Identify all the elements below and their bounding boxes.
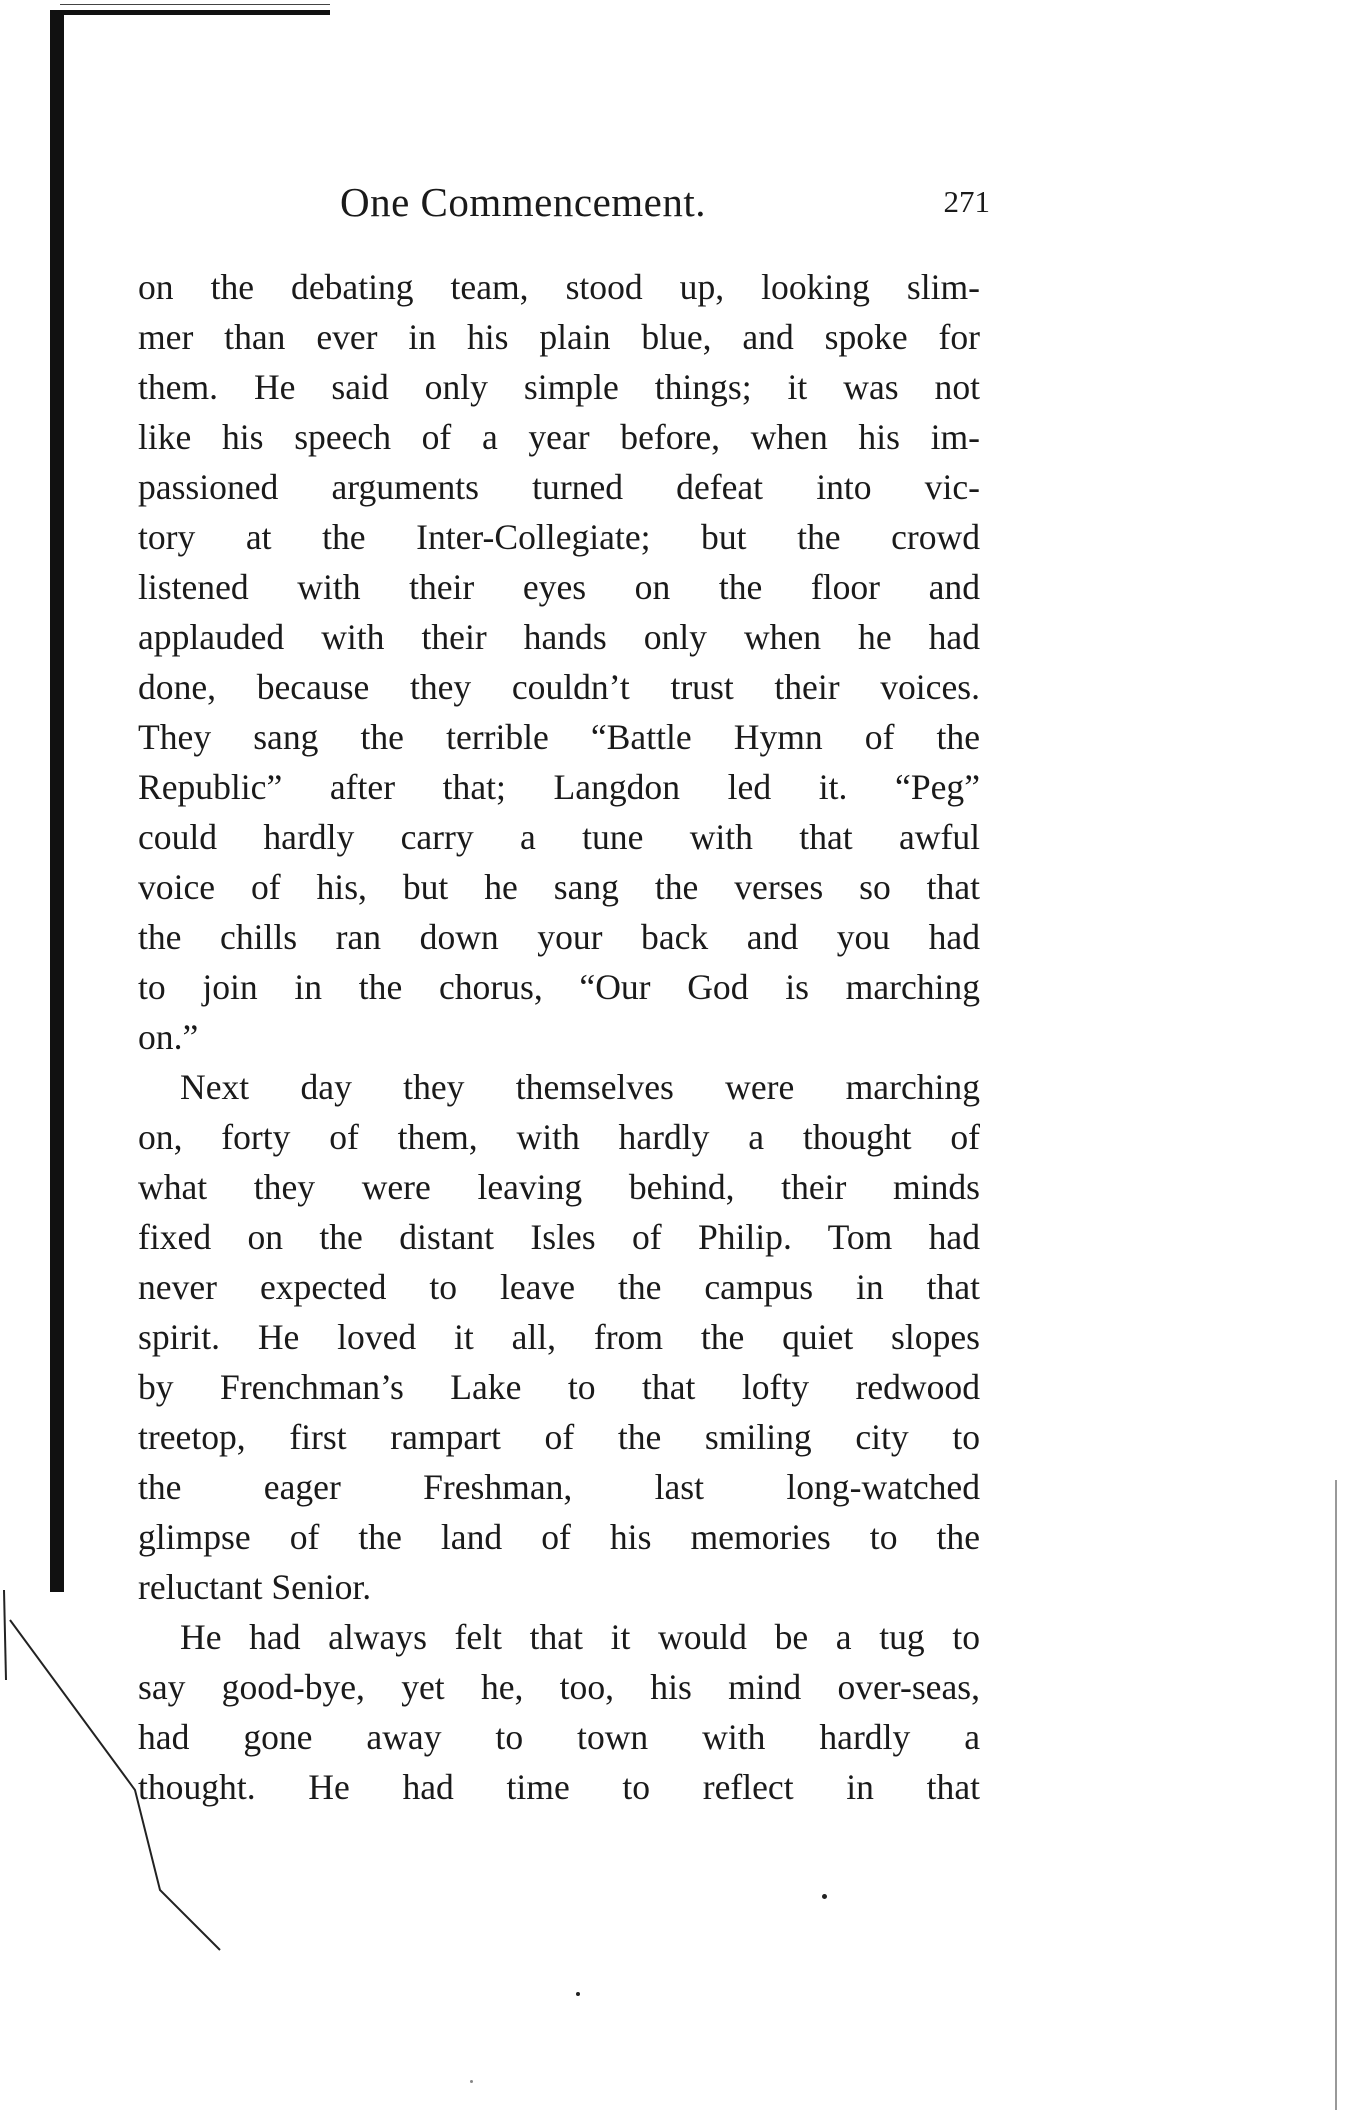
text-line: on, forty of them, with hardly a thought of xyxy=(138,1117,980,1157)
scan-edge-top xyxy=(50,10,330,15)
text-line: voice of his, but he sang the verses so that xyxy=(138,867,980,907)
scan-edge-line xyxy=(60,4,330,5)
text-line: reluctant Senior. xyxy=(138,1567,372,1607)
text-line: on the debating team, stood up, looking slim- xyxy=(138,267,980,307)
text-line: mer than ever in his plain blue, and spoke for xyxy=(138,317,980,357)
text-line: listened with their eyes on the floor and xyxy=(138,567,980,607)
scan-edge-left xyxy=(50,12,64,1592)
text-line: never expected to leave the campus in that xyxy=(138,1267,980,1307)
text-line: what they were leaving behind, their minds xyxy=(138,1167,980,1207)
text-line: passioned arguments turned defeat into vic- xyxy=(138,467,980,507)
text-line: to join in the chorus, “Our God is marching xyxy=(138,967,980,1007)
text-line: the eager Freshman, last long-watched xyxy=(138,1467,980,1507)
text-line: had gone away to town with hardly a xyxy=(138,1717,980,1757)
text-line: done, because they couldn’t trust their voices. xyxy=(138,667,980,707)
text-line: say good-bye, yet he, too, his mind over-seas, xyxy=(138,1667,980,1707)
ink-speck xyxy=(822,1894,827,1899)
text-line: tory at the Inter-Collegiate; but the crowd xyxy=(138,517,980,557)
text-line: spirit. He loved it all, from the quiet slopes xyxy=(138,1317,980,1357)
scan-edge-right xyxy=(1335,1480,1337,2110)
text-line: Next day they themselves were marching xyxy=(180,1067,980,1107)
page-number: 271 xyxy=(943,184,990,219)
page-header xyxy=(340,178,990,238)
text-line: like his speech of a year before, when his im- xyxy=(138,417,980,457)
text-line: could hardly carry a tune with that awful xyxy=(138,817,980,857)
text-line: thought. He had time to reflect in that xyxy=(138,1767,980,1807)
text-line: the chills ran down your back and you had xyxy=(138,917,980,957)
paragraph xyxy=(138,1062,980,1612)
ink-speck xyxy=(470,2080,473,2083)
text-line: treetop, first rampart of the smiling city to xyxy=(138,1417,980,1457)
running-title: One Commencement. xyxy=(340,179,707,225)
ink-speck xyxy=(576,1992,580,1996)
text-line: on.” xyxy=(138,1017,199,1057)
body-text xyxy=(138,262,980,1812)
text-line: He had always felt that it would be a tug to xyxy=(180,1617,980,1657)
text-line: glimpse of the land of his memories to the xyxy=(138,1517,980,1557)
text-line: applauded with their hands only when he had xyxy=(138,617,980,657)
text-line: They sang the terrible “Battle Hymn of the xyxy=(138,717,980,757)
text-line: Republic” after that; Langdon led it. “Peg” xyxy=(138,767,980,807)
paragraph xyxy=(138,262,980,1062)
text-line: them. He said only simple things; it was not xyxy=(138,367,980,407)
text-line: fixed on the distant Isles of Philip. Tom had xyxy=(138,1217,980,1257)
text-line: by Frenchman’s Lake to that lofty redwood xyxy=(138,1367,980,1407)
paragraph xyxy=(138,1612,980,1812)
